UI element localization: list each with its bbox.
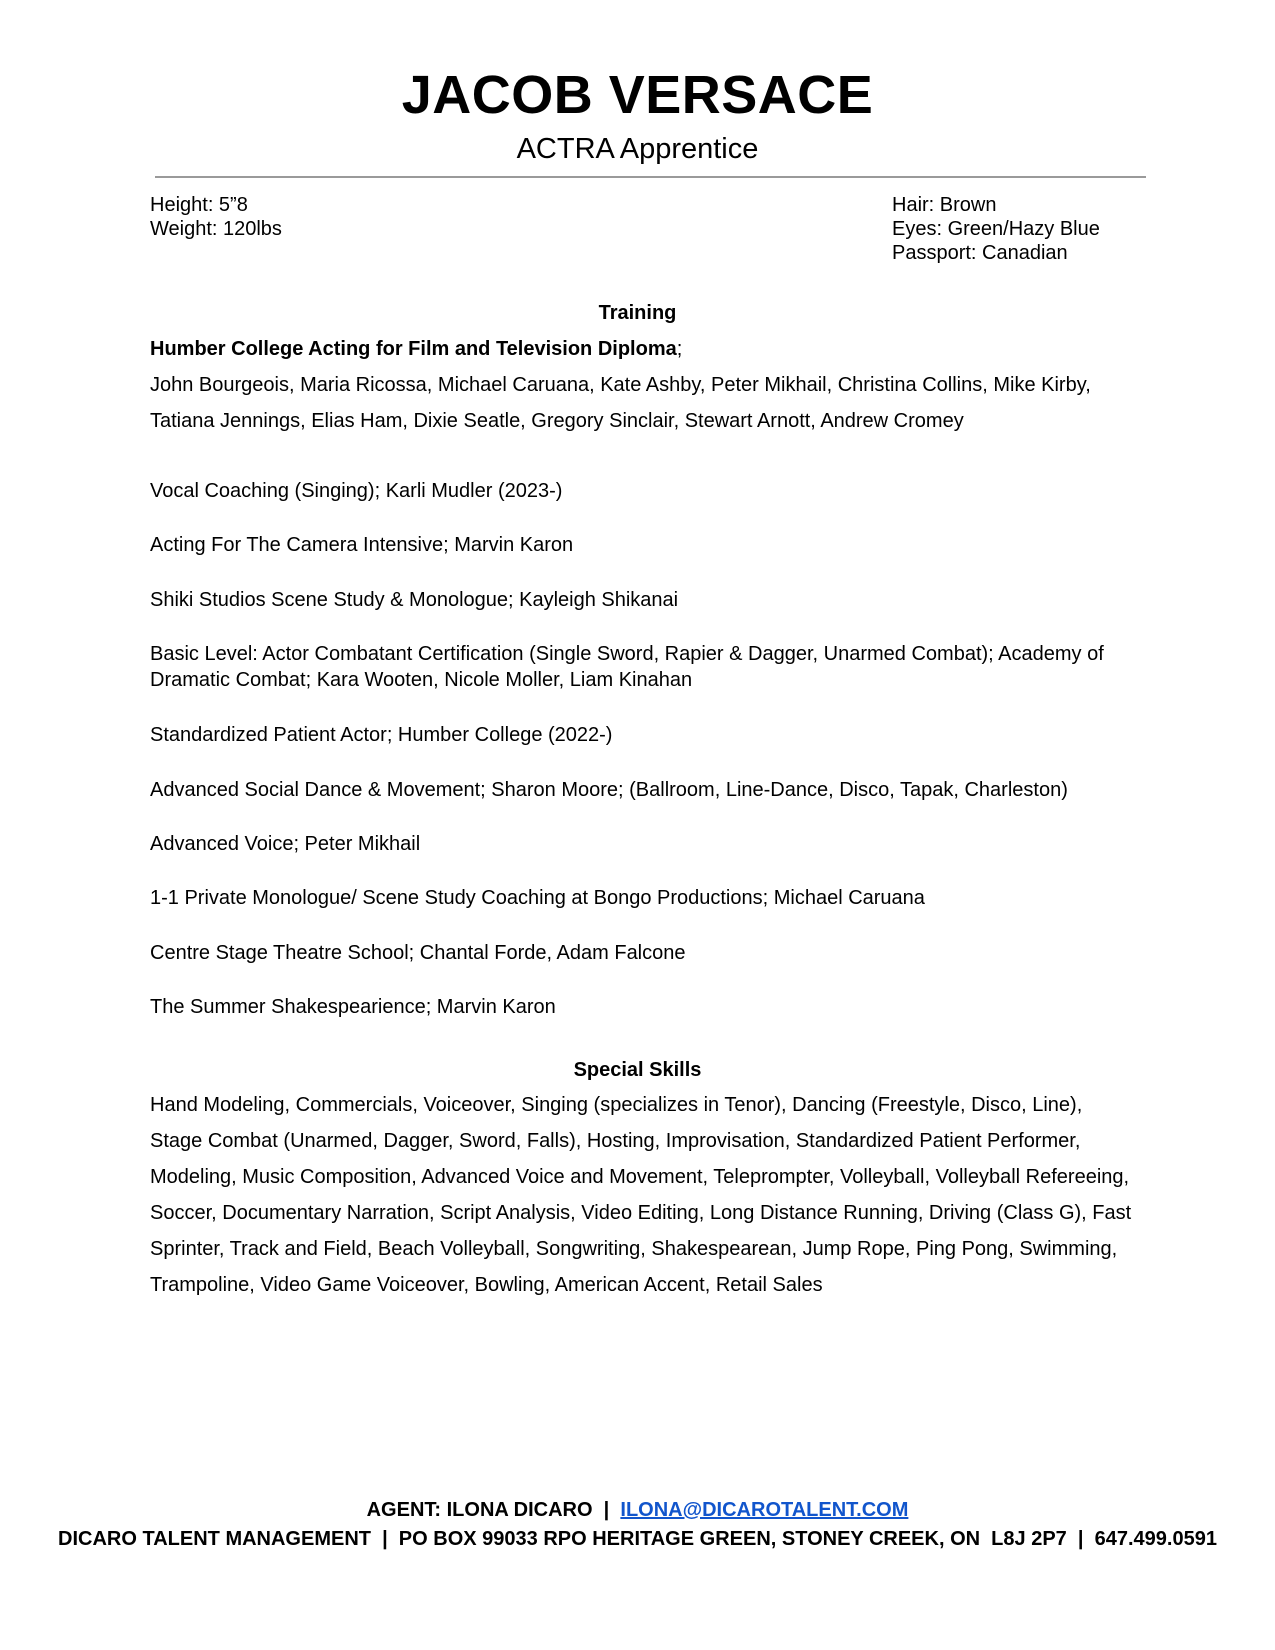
training-item: Standardized Patient Actor; Humber College (2022-) xyxy=(150,724,613,746)
agency-contact-line: DICARO TALENT MANAGEMENT | PO BOX 99033 RPO HERITAGE GREEN, STONEY CREEK, ON L8J 2P7 | 647.499.0591 xyxy=(58,1528,1217,1550)
special-skills-heading: Special Skills xyxy=(573,1059,702,1081)
agent-line xyxy=(0,1498,1275,1522)
diploma-title: Humber College Acting for Film and Television Diploma xyxy=(150,338,677,360)
header-divider xyxy=(155,176,1146,178)
training-item: Advanced Social Dance & Movement; Sharon Moore; (Ballroom, Line-Dance, Disco, Tapak, Charleston) xyxy=(150,779,1068,801)
footer-separator: | xyxy=(603,1499,610,1521)
training-item: Shiki Studios Scene Study & Monologue; Kayleigh Shikanai xyxy=(150,589,679,611)
weight-stat: Weight: 120lbs xyxy=(150,218,282,240)
training-item: Basic Level: Actor Combatant Certification (Single Sword, Rapier & Dagger, Unarmed Combat); Academy of Dramatic Combat; Kara Wooten, Nicole Moller, Liam Kinahan xyxy=(150,643,1104,691)
training-item: Vocal Coaching (Singing); Karli Mudler (2023-) xyxy=(150,480,563,502)
training-item: 1-1 Private Monologue/ Scene Study Coaching at Bongo Productions; Michael Caruana xyxy=(150,887,925,909)
training-item: The Summer Shakespearience; Marvin Karon xyxy=(150,996,556,1018)
actor-name: JACOB VERSACE xyxy=(401,65,874,125)
diploma-teachers: John Bourgeois, Maria Ricossa, Michael Caruana, Kate Ashby, Peter Mikhail, Christina Collins, Mike Kirby, Tatiana Jennings, Elias Ham, Dixie Seatle, Gregory Sinclair, Stewart Arnott, Andrew Cromey xyxy=(150,374,1091,432)
training-heading: Training xyxy=(598,302,677,324)
hair-stat: Hair: Brown xyxy=(892,194,997,216)
special-skills-text: Hand Modeling, Commercials, Voiceover, Singing (specializes in Tenor), Dancing (Freestyle, Disco, Line), Stage Combat (Unarmed, Dagger, Sword, Falls), Hosting, Improvisation, Standardized Patient Performer, Modeling, Music Composition, Advanced Voice and Movement, Teleprompter, Volleyball, Volleyball Refereeing, Soccer, Documentary Narration, Script Analysis, Video Editing, Long Distance Running, Driving (Class G), Fast Sprinter, Track and Field, Beach Volleyball, Songwriting, Shakespearean, Jump Rope, Ping Pong, Swimming, Trampoline, Video Game Voiceover, Bowling, American Accent, Retail Sales xyxy=(150,1094,1132,1296)
eyes-stat: Eyes: Green/Hazy Blue xyxy=(892,218,1100,240)
training-item: Acting For The Camera Intensive; Marvin Karon xyxy=(150,534,574,556)
training-item: Centre Stage Theatre School; Chantal Forde, Adam Falcone xyxy=(150,942,686,964)
diploma-separator: ; xyxy=(676,338,683,360)
agent-email-link[interactable]: ILONA@DICAROTALENT.COM xyxy=(620,1499,909,1521)
diploma-entry xyxy=(150,331,1135,439)
stats-left xyxy=(150,193,282,241)
diploma-title-line xyxy=(150,331,1135,367)
height-stat: Height: 5”8 xyxy=(150,194,248,216)
stats-right xyxy=(892,193,1100,265)
agent-label: AGENT: ILONA DICARO xyxy=(366,1499,593,1521)
union-status: ACTRA Apprentice xyxy=(516,133,759,165)
training-item: Advanced Voice; Peter Mikhail xyxy=(150,833,421,855)
passport-stat: Passport: Canadian xyxy=(892,242,1068,264)
